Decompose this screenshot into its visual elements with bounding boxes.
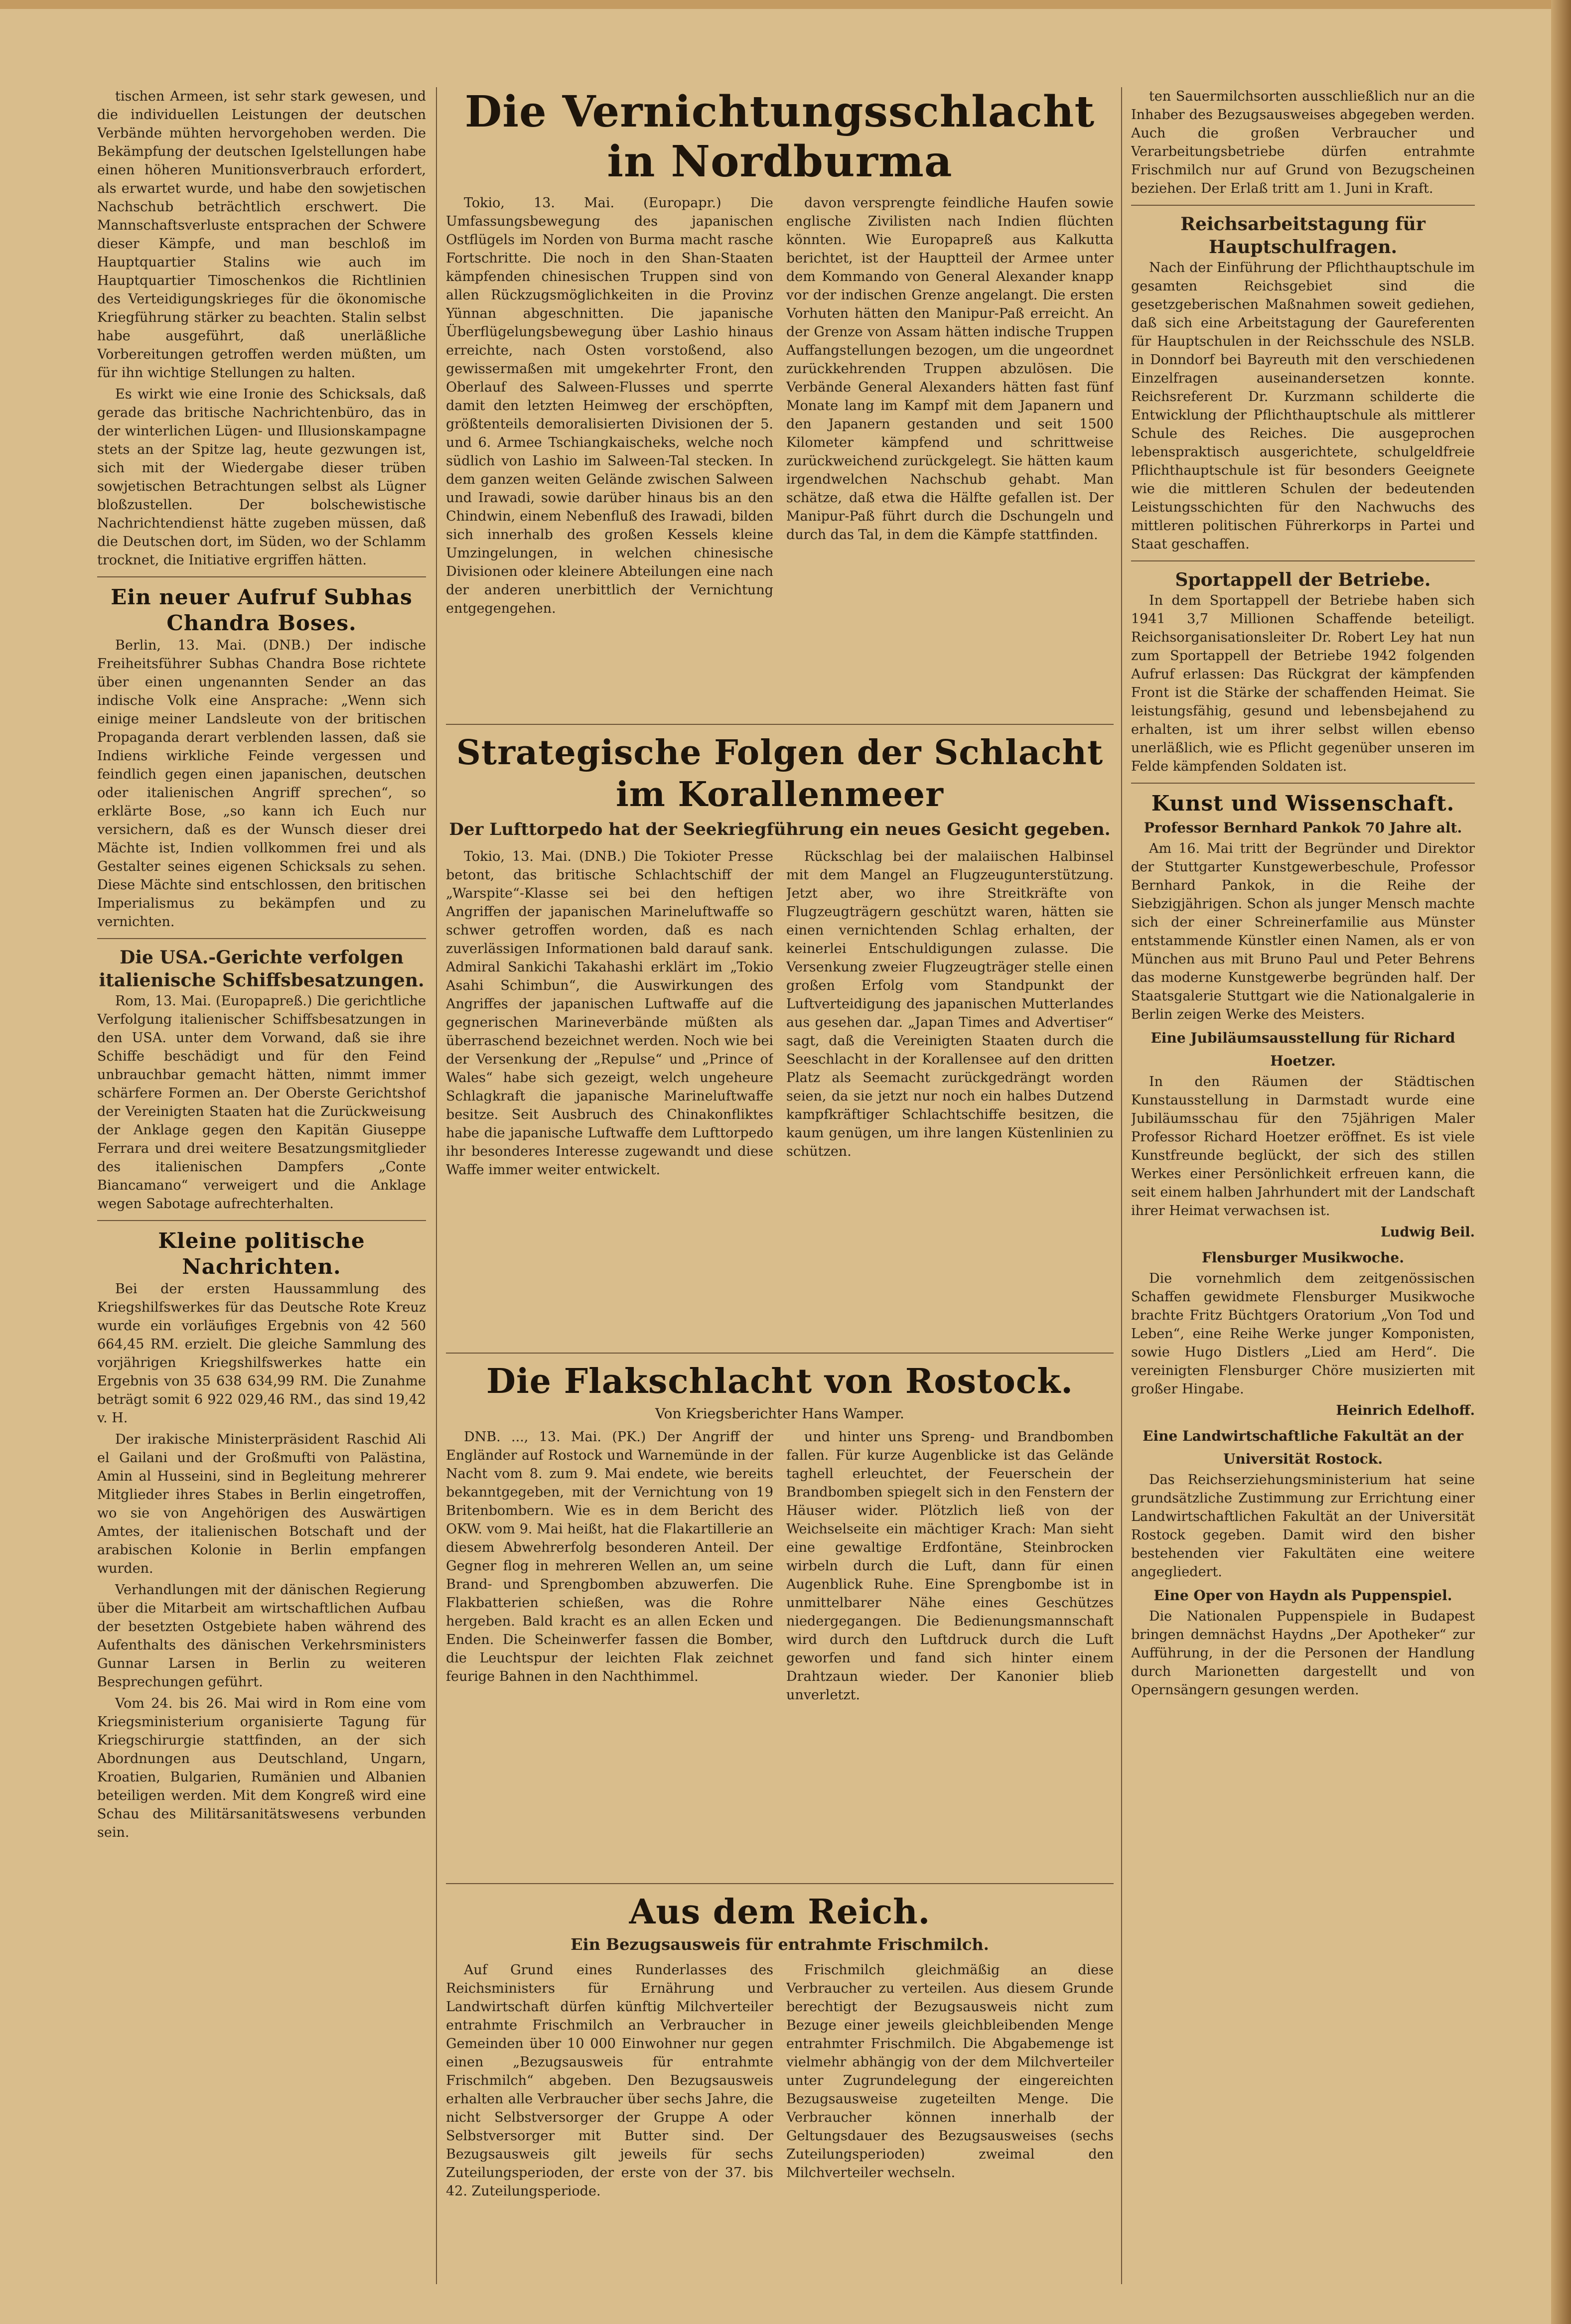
kleine-nachrichten-text-4: Vom 24. bis 26. Mai wird in Rom eine vom Kriegsministerium organisierte Tagung für Kriegschirurgie stattfinden, an der sich Abordnungen aus Deutschland, Ungarn, Kroatien, Bulgarien, Rumänien und Albanien beteiligen werden. Mit dem Kongreß wird eine Schau des Militärsanitätswesens verbunden sein. [97,1696,426,1840]
burma-text-2: davon versprengte feindliche Haufen sowie englische Zivilisten nach Indien flüchten könnten. Wie Europapreß aus Kalkutta berichtet, ist der Hauptteil der Armee unter dem Kommando von General Alexander knapp vor der indischen Grenze angelangt. Die ersten Vorhuten hätten den Manipur-Paß erreicht. An der Grenze von Assam hätten indische Truppen Auffangstellungen bezogen, um die ungeordnet zurückkehrenden Truppen abzulösen. Die Verbände General Alexanders hätten fast fünf Monate lang im Kampf mit dem Japanern und den Japanern gestanden und seit 1500 Kilometer kämpfend und schrittweise zurückweichend zurückgelegt. Sie hätten kaum irgendwelchen Nachschub gehabt. Man schätze, daß etwa die Hälfte gefallen ist. Der Manipur-Paß führt durch die Dschungeln und durch das Tal, in dem die Kämpfe stattfinden. [786,195,1114,543]
usa-headline: Die USA.-Gerichte verfolgen italienische Schiffsbesatzungen. [99,947,425,991]
right-intro: ten Sauermilchsorten ausschließlich nur an die Inhaber des Bezugsausweises abgegeben werden. Auch die großen Verbraucher und Verarbeitungsbetriebe dürfen entrahmte Frischmilch nur auf Grund von Bezugscheinen beziehen. Der Erlaß tritt am 1. Juni in Kraft. [1131,89,1475,196]
korallenmeer-col-1 [446,847,773,1346]
aufruf-text: Berlin, 13. Mai. (DNB.) Der indische Freiheitsführer Subhas Chandra Bose richtete über einen ungenannten Sender an das indische Volk eine Ansprache: „Wenn sich einige meiner Landsleute von der britischen Propaganda derart verblenden lassen, daß sie Indiens wirkliche Feinde vergessen und feindlich gegen einen japanischen, deutschen oder italienischen Angriff sprechen“, so erklärte Bose, „so kann ich Euch nur versichern, daß es der Wunsch dieser drei Mächte ist, Indien vollkommen frei und als Gestalter seines eigenen Schicksals zu sehen. Diese Mächte sind entschlossen, den britischen Imperialismus zu bekämpfen und zu vernichten. [97,638,426,930]
reich-article [446,1961,1114,2260]
rostock-col-1 [446,1428,773,1876]
haydn-headline: Eine Oper von Haydn als Puppenspiel. [1153,1587,1452,1604]
pankok-text: Am 16. Mai tritt der Begründer und Direktor der Stuttgarter Kunstgewerbeschule, Professor Bernhard Pankok, in die Reihe der Siebzigjährigen. Schon als junger Mensch machte sich der einer Schreinerfamilie aus Münster entstammende Künstler einen Namen, als er von München aus mit Bruno Paul und Peter Behrens das moderne Kunstgewerbe begründen half. Der Staatsgalerie Stuttgart wie die Nationalgalerie in Berlin zeigen Werke des Meisters. [1131,841,1475,1022]
fakultaet-headline: Eine Landwirtschaftliche Fakultät an der Universität Rostock. [1143,1428,1463,1467]
korallenmeer-text-1: Tokio, 13. Mai. (DNB.) Die Tokioter Presse betont, das britische Schlachtschiff der „Warspite“-Klasse sei bei den heftigen Angriffen der japanischen Marineluftwaffe so schwer getroffen worden, daß es nach zuverlässigen Informationen bald darauf sank. Admiral Sankichi Takahashi erklärt im „Tokio Asahi Schimbun“, die Auswirkungen des Angriffes der japanischen Luftwaffe auf die gegnerischen Marineverbände müßten als überraschend bezeichnet werden. Noch wie bei der Versenkung der „Repulse“ und „Prince of Wales“ habe sich gezeigt, welch ungeheure Schlagkraft die japanische Marineluftwaffe besitze. Seit Ausbruch des Chinakonfliktes habe die japanische Luftwaffe dem Lufttorpedo ihr besonderes Interesse zugewandt und diese Waffe immer weiter entwickelt. [446,849,773,1178]
reich-col-1 [446,1961,773,2260]
kunst-headline: Kunst und Wissenschaft. [1151,791,1455,816]
rostock-text-2: und hinter uns Spreng- und Brandbomben fallen. Für kurze Augenblicke ist das Gelände taghell erleuchtet, der Feuerschein der Brandbomben spiegelt sich in den Fenstern der Häuser wider. Plötzlich ließ von der Weichselseite ein mächtiger Krach: Man sieht eine gewaltige Erdfontäne, Steinbrocken wirbeln durch die Luft, dann für einen Augenblick Ruhe. Eine Sprengbombe ist in unmittelbarer Nähe eines Geschützes niedergegangen. Die Bedienungsmannschaft wird durch den Luftdruck durch die Luft geworfen und fand sich hinter einem Drahtzaun wieder. Der Kanonier blieb unverletzt. [786,1429,1114,1703]
korallenmeer-deck: Der Lufttorpedo hat der Seekriegführung ein neues Gesicht gegeben. [449,820,1111,839]
column-rule [1121,87,1122,2284]
divider [1131,560,1475,561]
divider [446,1883,1114,1884]
kleine-nachrichten-text-2: Der irakische Ministerpräsident Raschid Ali el Gailani und der Großmufti von Palästina, Amin al Husseini, sind in Begleitung mehrerer Mitglieder ihres Stabes in Berlin eingetroffen, wo sie von Angehörigen des Auswärtigen Amtes, der italienischen Botschaft und der arabischen Kolonie in Berlin empfangen wurden. [97,1432,426,1576]
divider [446,724,1114,725]
sportappell-text: In dem Sportappell der Betriebe haben sich 1941 3,7 Millionen Schaffende beteiligt. Reichsorganisationsleiter Dr. Robert Ley hat nun zum Sportappell der Betriebe 1942 folgenden Aufruf erlassen: Das Rückgrat der kämpfenden Front ist die Stärke der schaffenden Heimat. Sie leistungsfähig, gesund und lebensbejahend zu erhalten, ist um ihrer selbst willen ebenso unerläßlich, wie es Pflicht gegenüber unseren im Felde kämpfenden Soldaten ist. [1131,593,1475,774]
pankok-headline: Professor Bernhard Pankok 70 Jahre alt. [1143,820,1462,836]
burma-col-2 [786,194,1114,717]
reichsarbeitstagung-text: Nach der Einführung der Pflichthauptschule im gesamten Reichsgebiet sind die gesetzgeberischen Maßnahmen soweit gediehen, daß sich eine Arbeitstagung der Gaureferenten für Hauptschulen in der Reichsschule des NSLB. in Donndorf bei Bayreuth mit den verschiedenen Einzelfragen auseinandersetzen konnte. Reichsreferent Dr. Kurzmann schilderte die Entwicklung der Pflichthauptschule als mittlerer Schule des Reiches. Die ausgeprochen lebenspraktisch ausgerichtete, schulgeldfreie Pflichthauptschule ist für besonders Geeignete wie die mittleren Schulen der bedeutenden Leistungsschichten für den Nachwuchs des mittleren politischen Führerkorps in Partei und Staat geschaffen. [1131,260,1475,552]
divider [97,576,426,577]
divider [97,1220,426,1221]
usa-text: Rom, 13. Mai. (Europapreß.) Die gerichtliche Verfolgung italienischer Schiffsbesatzungen in den USA. unter dem Vorwand, daß sie ihre Schiffe beschädigt und für den Feind unbrauchbar gemacht hätten, nimmt immer schärfere Formen an. Der Oberste Gerichtshof der Vereinigten Staaten hat die Zurückweisung der Anklage gegen den Kapitän Giuseppe Ferrara und drei weitere Besatzungsmitglieder des italienischen Dampfers „Conte Biancamano“ verweigert und die Anklage wegen Sabotage aufrechterhalten. [97,993,426,1212]
flensburg-signature: Heinrich Edelhoff. [1336,1403,1475,1418]
right-column [1131,87,1475,2284]
korallenmeer-col-2 [786,847,1114,1346]
reich-col-2 [786,1961,1114,2260]
reichsarbeitstagung-headline: Reichsarbeitstagung für Hauptschulfragen. [1180,214,1426,258]
reich-subheadline: Ein Bezugsausweis für entrahmte Frischmilch. [571,1935,989,1954]
burma-col-1 [446,194,773,717]
flensburg-headline: Flensburger Musikwoche. [1202,1249,1404,1266]
center-area [446,87,1114,2284]
burma-headline: Die Vernichtungsschlacht in Nordburma [464,87,1095,187]
korallenmeer-text-2: Rückschlag bei der malaiischen Halbinsel mit dem Mangel an Flugzeugunterstützung. Jetzt aber, wo ihre Streitkräfte von Flugzeugträgern geschützt waren, hätten sie einen vernichtenden Schlag erhalten, der keinerlei Entschuldigungen zulasse. Die Versenkung zweier Flugzeugträger stelle einen großen Erfolg vom Standpunkt der Luftverteidigung des japanischen Mutterlandes aus gesehen dar. „Japan Times and Advertiser“ sagt, daß die Vereinigten Staaten durch die Seeschlacht in der Korallensee auf den dritten Platz als Seemacht zurückgedrängt worden seien, da sie jetzt nur noch ein halbes Dutzend kampfkräftiger Schlachtschiffe besitzen, die kaum genügen, um ihre langen Küstenlinien zu schützen. [786,849,1114,1159]
sportappell-headline: Sportappell der Betriebe. [1175,569,1431,590]
kleine-nachrichten-text-3: Verhandlungen mit der dänischen Regierung über die Mitarbeit am wirtschaftlichen Aufbau der besetzten Ostgebiete haben während des Aufenthalts des dänischen Verkehrsministers Gunnar Larsen in Berlin zu weiteren Besprechungen geführt. [97,1582,426,1690]
rostock-col-2 [786,1428,1114,1876]
column-rule [436,87,437,2284]
fakultaet-text: Das Reichserziehungsministerium hat seine grundsätzliche Zustimmung zur Errichtung einer Landwirtschaftlichen Fakultät an der Universität Rostock gegeben. Damit wird den bisher bestehenden vier Fakultäten eine weitere angegliedert. [1131,1472,1475,1580]
rostock-article [446,1428,1114,1876]
divider [97,938,426,939]
divider [1131,205,1475,206]
binding-edge [1551,0,1571,2324]
flensburg-text: Die vornehmlich dem zeitgenössischen Schaffen gewidmete Flensburger Musikwoche brachte Fritz Büchtgers Oratorium „Von Tod und Leben“, eine Reihe Werke junger Komponisten, sowie Hugo Distlers „Lied am Herd“. Die vereinigten Flensburger Chöre musizierten mit großer Hingabe. [1131,1271,1475,1397]
rostock-text-1: DNB. ..., 13. Mai. (PK.) Der Angriff der Engländer auf Rostock und Warnemünde in der Nacht vom 8. zum 9. Mai endete, wie bereits bekanntgegeben, mit der Vernichtung von 19 Britenbombern. Wie es in dem Bericht des OKW. vom 9. Mai heißt, hat die Flakartillerie an diesem Abwehrerfolg besonderen Anteil. Der Gegner flog in mehreren Wellen an, um seine Brand- und Sprengbomben abzuwerfen. Die Flakbatterien schießen, was die Rohre hergeben. Bald kracht es an allen Ecken und Enden. Die Scheinwerfer fassen die Bomber, die Leuchtspur der leichten Flak zeichnet feurige Bahnen in den Nachthimmel. [446,1429,773,1684]
rostock-byline: Von Kriegsberichter Hans Wamper. [655,1405,904,1422]
reich-headline: Aus dem Reich. [629,1892,931,1932]
reich-text-1: Auf Grund eines Runderlasses des Reichsministers für Ernährung und Landwirtschaft dürfen künftig Milchverteiler entrahmte Frischmilch an Verbraucher in Gemeinden über 10 000 Einwohner nur gegen einen „Bezugsausweis für entrahmte Frischmilch“ abgeben. Den Bezugsausweis erhalten alle Verbraucher über sechs Jahre, die nicht Selbstversorger der Gruppe A oder Selbstversorger mit Butter sind. Der Bezugsausweis gilt jeweils für sechs Zuteilungsperioden, der erste von der 37. bis 42. Zuteilungsperiode. [446,1962,773,2199]
korallenmeer-headline: Strategische Folgen der Schlacht im Korallenmeer [456,733,1104,815]
burma-text-1: Tokio, 13. Mai. (Europapr.) Die Umfassungsbewegung des japanischen Ostflügels im Norden von Burma macht rasche Fortschritte. Die noch in den Shan-Staaten kämpfenden chinesischen Truppen sind von allen Rückzugsmöglichkeiten in die Provinz Yünnan abgeschnitten. Die japanische Überflügelungsbewegung über Lashio hinaus erreichte, nach Osten vorstoßend, also gewissermaßen mit umgekehrter Front, den Oberlauf des Salween-Flusses und sperrte damit den letzten Heimweg der erschöpften, größtenteils demoralisierten Divisionen der 5. und 6. Armee Tschiangkaischeks, welche noch südlich von Lashio im Salween-Tal stecken. In dem ganzen weiten Gelände zwischen Salween und Irawadi, sowie darüber hinaus bis an den Chindwin, einem Nebenfluß des Irawadi, bilden sich innerhalb des großen Kessels kleine Umzingelungen, in welchen chinesische Divisionen oder kleinere Abteilungen eine nach der anderen unerbittlich der Vernichtung entgegengehen. [446,195,773,616]
reich-text-2: Frischmilch gleichmäßig an diese Verbraucher zu verteilen. Aus diesem Grunde berechtigt der Bezugsausweis nicht zum Bezuge einer jeweils gleichbleibenden Menge entrahmter Frischmilch. Die Abgabemenge ist vielmehr abhängig von der dem Milchverteiler unter Zugrundelegung der eingereichten Bezugsausweise zugeteilten Menge. Die Verbraucher können innerhalb der Geltungsdauer des Bezugsausweises (sechs Zuteilungsperioden) zweimal den Milchverteiler wechseln. [786,1962,1114,2181]
page-top-edge [0,0,1571,9]
intro-paragraph: tischen Armeen, ist sehr stark gewesen, und die individuellen Leistungen der deutschen Verbände mühten hervorgehoben werden. Die Bekämpfung der deutschen Igelstellungen habe einen höheren Munitionsverbrauch erfordert, als erwartet wurde, und habe den sowjetischen Nachschub beträchtlich erschwert. Die Mannschaftsverluste entsprachen der Schwere dieser Kämpfe, und man beschloß im Hauptquartier Stalins wie auch im Hauptquartier Timoschenkos die Richtlinien des Verteidigungskrieges für die ökonomische Kriegführung stärker zu beachten. Stalin selbst habe ausgeführt, daß unerläßliche Vorbereitungen getroffen werden müßten, um für ihn wichtige Stellungen zu halten. [97,89,426,381]
burma-article [446,194,1114,717]
kleine-nachrichten-text: Bei der ersten Haussammlung des Kriegshilfswerkes für das Deutsche Rote Kreuz wurde ein vorläufiges Ergebnis von 42 560 664,45 RM. erzielt. Die gleiche Sammlung des vorjährigen Kriegshilfswerkes hatte ein Ergebnis von 35 638 634,99 RM. Die Zunahme beträgt somit 6 922 029,46 RM., das sind 19,42 v. H. [97,1281,426,1426]
hoetzer-signature: Ludwig Beil. [1380,1225,1475,1240]
rostock-headline: Die Flakschlacht von Rostock. [486,1362,1074,1401]
hoetzer-headline: Eine Jubiläumsausstellung für Richard Hoetzer. [1150,1030,1455,1069]
divider [446,1353,1114,1354]
divider [1131,783,1475,784]
haydn-text: Die Nationalen Puppenspiele in Budapest bringen demnächst Haydns „Der Apotheker“ zur Aufführung, in der die Personen der Handlung durch Marionetten dargestellt und von Opernsängern gesungen werden. [1131,1609,1475,1698]
left-column [97,87,426,2284]
aufruf-headline: Ein neuer Aufruf Subhas Chandra Boses. [111,585,413,635]
intro-paragraph-2: Es wirkt wie eine Ironie des Schicksals, daß gerade das britische Nachrichtenbüro, das in der winterlichen Lügen- und Illusionskampagne stets an der Spitze lag, heute gezwungen ist, sich mit der Wiedergabe dieser trüben sowjetischen Betrachtungen selbst als Lügner bloßzustellen. Der bolschewistische Nachrichtendienst hätte zugeben müssen, daß die Deutschen dort, im Süden, wo der Schlamm trocknet, die Initiative ergriffen hätten. [97,387,426,568]
korallenmeer-article [446,847,1114,1346]
hoetzer-text: In den Räumen der Städtischen Kunstausstellung in Darmstadt wurde eine Jubiläumsschau für den 75jährigen Maler Professor Richard Hoetzer eröffnet. Es ist viele Kunstfreunde beglückt, der sich des stillen Werkes einer Persönlichkeit erfreuen kann, die seit einem halben Jahrhundert mit der Landschaft ihrer Heimat verwachsen ist. [1131,1074,1475,1219]
kleine-nachrichten-headline: Kleine politische Nachrichten. [158,1229,365,1279]
